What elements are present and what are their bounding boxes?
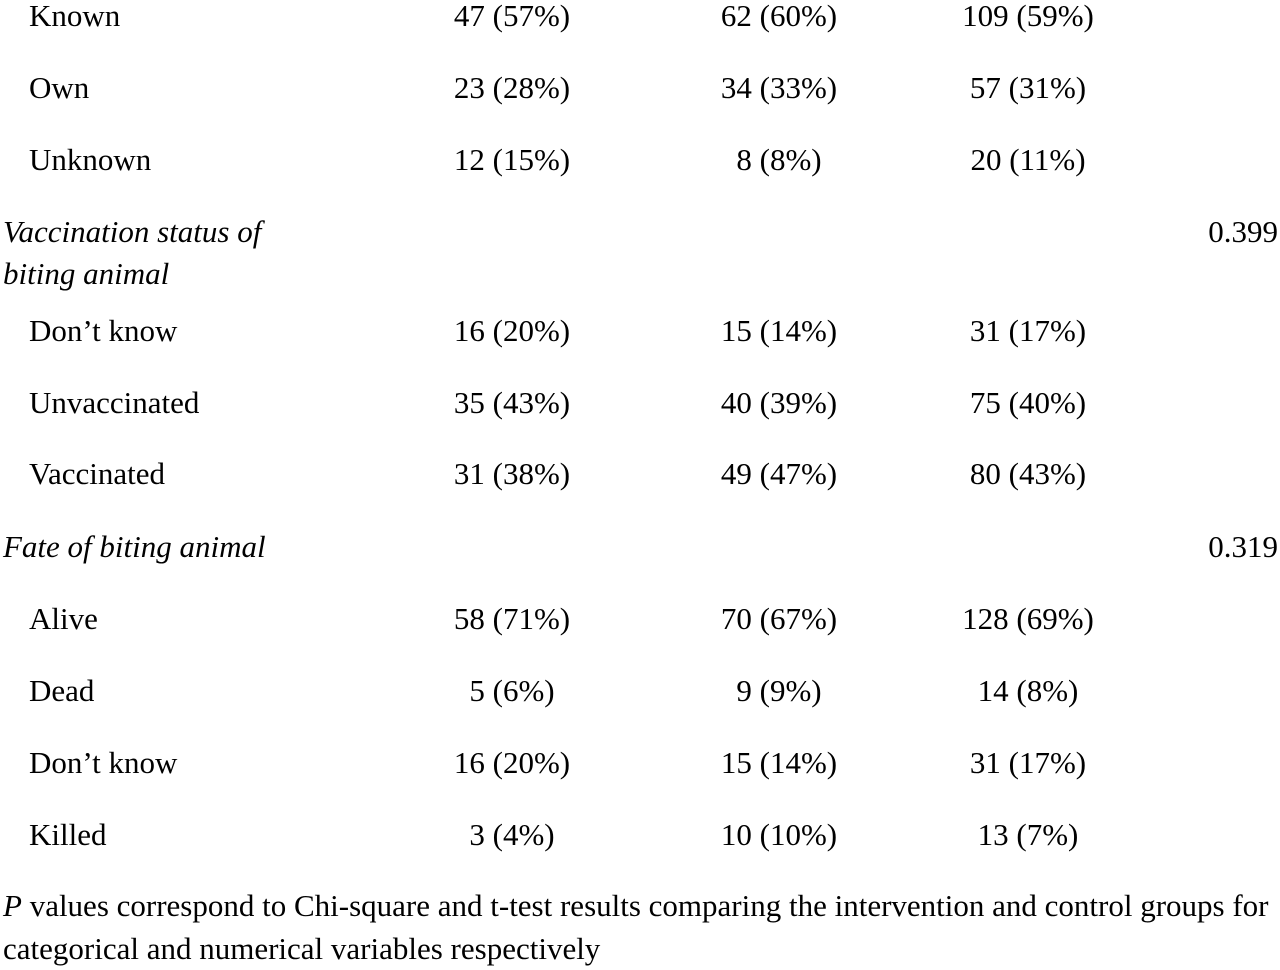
table-row (0, 315, 1280, 355)
cell-total: 13 (7%) (977, 817, 1079, 852)
cell-control: 70 (67%) (720, 601, 838, 636)
cell-total: 75 (40%) (969, 385, 1087, 420)
table-row (0, 0, 1280, 40)
row-label: Don’t know (29, 313, 178, 348)
table-row-heading (0, 216, 1280, 296)
cell-total: 20 (11%) (970, 142, 1086, 177)
row-label: Unvaccinated (29, 385, 200, 420)
row-label: Alive (29, 601, 98, 636)
row-label: Don’t know (29, 745, 178, 780)
table-row (0, 819, 1280, 859)
cell-control: 9 (9%) (736, 673, 822, 708)
cell-control: 62 (60%) (720, 0, 838, 33)
cell-total: 31 (17%) (969, 313, 1087, 348)
cell-total: 14 (8%) (977, 673, 1079, 708)
cell-intervention: 3 (4%) (469, 817, 555, 852)
cell-intervention: 12 (15%) (453, 142, 571, 177)
cell-total: 109 (59%) (962, 0, 1094, 33)
table-footnote (3, 884, 1273, 970)
cell-control: 15 (14%) (720, 313, 838, 348)
row-label: Dead (29, 673, 95, 708)
cell-intervention: 58 (71%) (453, 601, 571, 636)
row-label: Own (29, 70, 90, 105)
row-label: Unknown (29, 142, 152, 177)
cell-control: 40 (39%) (720, 385, 838, 420)
footnote-text: values correspond to Chi-square and t-test results comparing the intervention and control groups for categorical and numerical variables respectively (3, 888, 1269, 966)
row-label: Vaccinated (29, 456, 165, 491)
cell-intervention: 47 (57%) (453, 0, 571, 33)
cell-control: 34 (33%) (720, 70, 838, 105)
table-row (0, 675, 1280, 715)
section-heading: Fate of biting animal (3, 529, 266, 564)
cell-control: 8 (8%) (736, 142, 822, 177)
cell-intervention: 35 (43%) (453, 385, 571, 420)
cell-intervention: 23 (28%) (453, 70, 571, 105)
p-value: 0.319 (1208, 529, 1278, 564)
cell-intervention: 31 (38%) (453, 456, 571, 491)
table-row (0, 458, 1280, 498)
cell-total: 128 (69%) (962, 601, 1094, 636)
section-heading-line2: biting animal (3, 256, 170, 291)
p-value: 0.399 (1208, 214, 1278, 249)
footnote-p-letter: P (3, 888, 22, 923)
table-row-heading (0, 531, 1280, 571)
section-heading: Vaccination status of (3, 214, 262, 249)
cell-total: 80 (43%) (969, 456, 1087, 491)
cell-intervention: 16 (20%) (453, 313, 571, 348)
row-label: Known (29, 0, 121, 33)
table-row (0, 72, 1280, 112)
table-row (0, 144, 1280, 184)
cell-control: 15 (14%) (720, 745, 838, 780)
cell-intervention: 5 (6%) (469, 673, 555, 708)
cell-total: 57 (31%) (969, 70, 1087, 105)
table-row (0, 747, 1280, 787)
cell-total: 31 (17%) (969, 745, 1087, 780)
table-row (0, 603, 1280, 643)
row-label: Killed (29, 817, 107, 852)
cell-control: 10 (10%) (720, 817, 838, 852)
cell-intervention: 16 (20%) (453, 745, 571, 780)
table-row (0, 387, 1280, 427)
cell-control: 49 (47%) (720, 456, 838, 491)
